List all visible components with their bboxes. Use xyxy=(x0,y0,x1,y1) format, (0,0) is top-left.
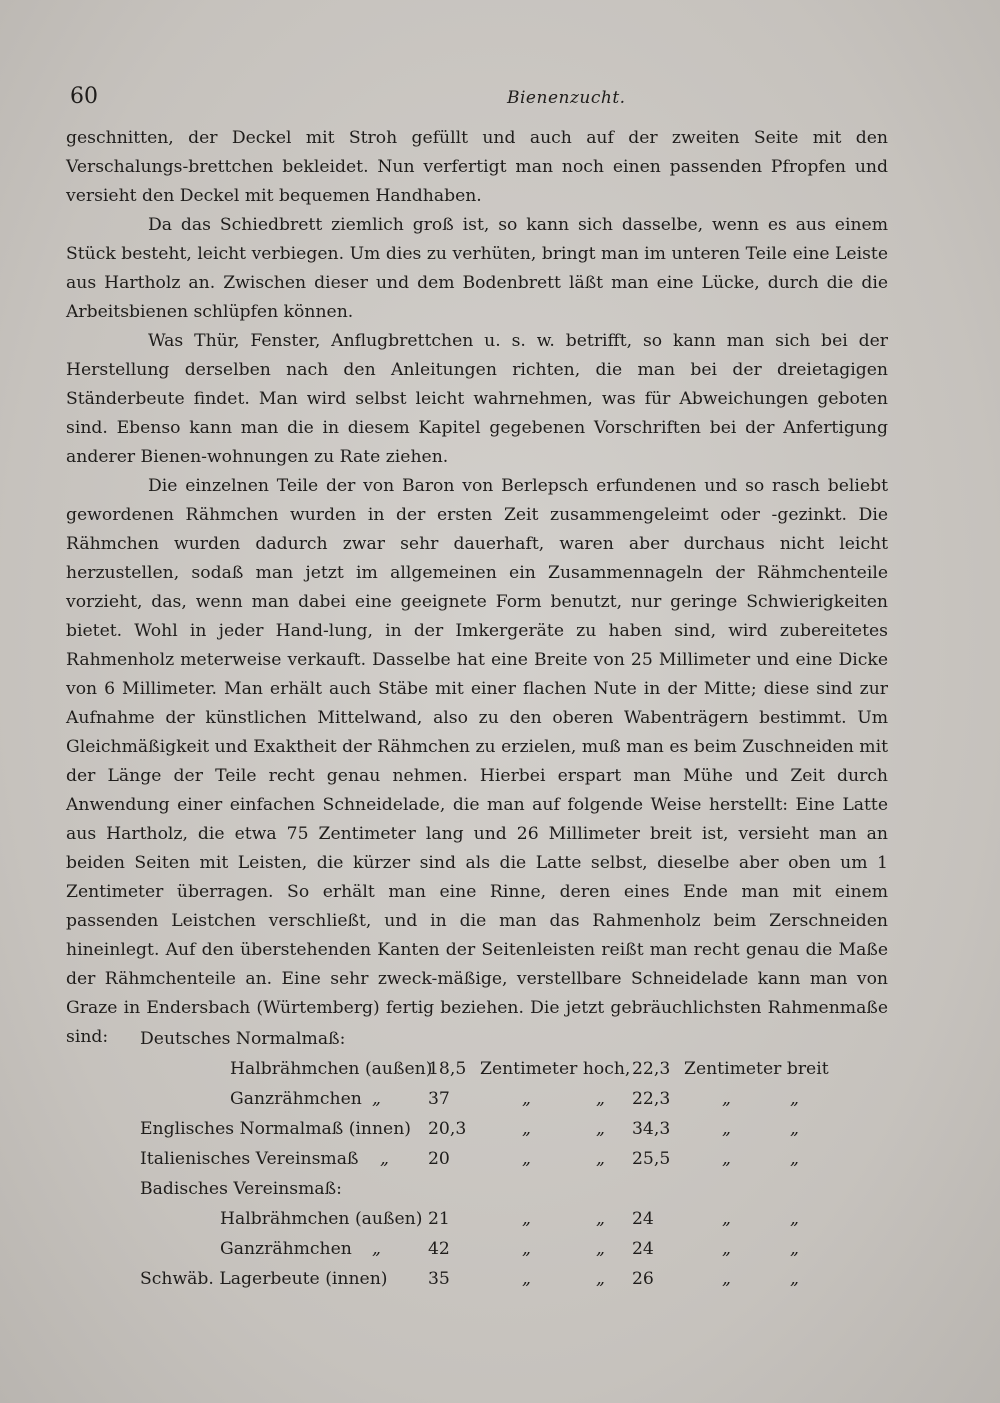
frame-size-table xyxy=(140,1024,860,1294)
ditto-mark: „ xyxy=(522,1089,531,1109)
row-label: Ganzrähmchen xyxy=(230,1089,362,1109)
ditto-mark: „ xyxy=(596,1119,605,1139)
row-label: Ganzrähmchen xyxy=(220,1239,352,1259)
ditto-mark: „ xyxy=(790,1209,799,1229)
width-value: 26 xyxy=(632,1269,654,1289)
ditto-mark: „ xyxy=(380,1149,389,1169)
ditto-mark: „ xyxy=(722,1269,731,1289)
ditto-mark: „ xyxy=(372,1239,381,1259)
page-number: 60 xyxy=(70,84,98,109)
table-row xyxy=(140,1234,860,1264)
paragraph-4: Die einzelnen Teile der von Baron von Berlepsch erfundenen und so rasch beliebt gewordenen Rähmchen wurden in der ersten Zeit zusammengeleimt oder -gezinkt. Die Rähmchen wurden dadurch zwar sehr dauerhaft, waren aber durchaus nicht leicht herzustellen, sodaß man jetzt im allgemeinen ein Zusammennageln der Rähmchenteile vorzieht, das, wenn man dabei eine geeignete Form benutzt, nur geringe Schwierigkeiten bietet. Wohl in jeder Hand-lung, in der Imkergeräte zu haben sind, wird zubereitetes Rahmenholz meterweise verkauft. Dasselbe hat eine Breite von 25 Millimeter und eine Dicke von 6 Millimeter. Man erhält auch Stäbe mit einer flachen Nute in der Mitte; diese sind zur Aufnahme der künstlichen Mittelwand, also zu den oberen Wabenträgern bestimmt. Um Gleichmäßigkeit und Exaktheit der Rähmchen zu erzielen, muß man es beim Zuschneiden mit der Länge der Teile recht genau nehmen. Hierbei erspart man Mühe und Zeit durch Anwendung einer einfachen Schneidelade, die man auf folgende Weise herstellt: Eine Latte aus Hartholz, die etwa 75 Zentimeter lang und 26 Millimeter breit ist, versieht man an beiden Seiten mit Leisten, die kürzer sind als die Latte selbst, dieselbe aber oben um 1 Zentimeter überragen. So erhält man eine Rinne, deren eines Ende man mit einem passenden Leistchen verschließt, und in die man das Rahmenholz beim Zerschneiden hineinlegt. Auf den überstehenden Kanten der Seitenleisten reißt man recht genau die Maße der Rähmchenteile an. Eine sehr zweck-mäßige, verstellbare Schneidelade kann man von Graze in Endersbach (Würtemberg) fertig beziehen. Die jetzt gebräuchlichsten Rahmenmaße sind: xyxy=(66,476,888,1047)
row-label: Englisches Normalmaß (innen) xyxy=(140,1119,412,1139)
ditto-mark: „ xyxy=(522,1119,531,1139)
table-row xyxy=(140,1114,860,1144)
page-header xyxy=(70,84,930,114)
height-value: 20,3 xyxy=(428,1119,467,1139)
width-value: 25,5 xyxy=(632,1149,671,1169)
width-value: 34,3 xyxy=(632,1119,671,1139)
ditto-mark: „ xyxy=(522,1269,531,1289)
width-value: 22,3 xyxy=(632,1089,671,1109)
ditto-mark: „ xyxy=(790,1149,799,1169)
body-text xyxy=(66,124,888,1052)
ditto-mark: „ xyxy=(790,1089,799,1109)
ditto-mark: „ xyxy=(522,1209,531,1229)
ditto-mark: „ xyxy=(522,1239,531,1259)
ditto-mark: „ xyxy=(596,1239,605,1259)
paragraph-1: geschnitten, der Deckel mit Stroh gefüllt und auch auf der zweiten Seite mit den Verschalungs-brettchen bekleidet. Nun verfertigt man noch einen passenden Pfropfen und versieht den Deckel mit bequemen Handhaben. xyxy=(66,128,888,206)
ditto-mark: „ xyxy=(596,1209,605,1229)
running-title: Bienenzucht. xyxy=(507,88,626,108)
ditto-mark: „ xyxy=(722,1149,731,1169)
width-value: 24 xyxy=(632,1209,654,1229)
height-value: 37 xyxy=(428,1089,450,1109)
ditto-mark: „ xyxy=(596,1149,605,1169)
ditto-mark: „ xyxy=(722,1239,731,1259)
ditto-mark: „ xyxy=(522,1149,531,1169)
paragraph-2: Da das Schiedbrett ziemlich groß ist, so kann sich dasselbe, wenn es aus einem Stück besteht, leicht verbiegen. Um dies zu verhüten, bringt man im unteren Teile eine Leiste aus Hartholz an. Zwischen dieser und dem Bodenbrett läßt man eine Lücke, durch die die Arbeitsbienen schlüpfen können. xyxy=(66,215,888,322)
table-section-heading: Deutsches Normalmaß: xyxy=(140,1029,346,1049)
ditto-mark: „ xyxy=(722,1119,731,1139)
row-label: Schwäb. Lagerbeute (innen) xyxy=(140,1269,388,1289)
height-value: 18,5 xyxy=(428,1059,467,1079)
ditto-mark: „ xyxy=(722,1089,731,1109)
paragraph-3: Was Thür, Fenster, Anflugbrettchen u. s. w. betrifft, so kann man sich bei der Herstellung derselben nach den Anleitungen richten, die man bei der dreietagigen Ständerbeute findet. Man wird selbst leicht wahrnehmen, was für Abweichungen geboten sind. Ebenso kann man die in diesem Kapitel gegebenen Vorschriften bei der Anfertigung anderer Bienen-wohnungen zu Rate ziehen. xyxy=(66,331,888,467)
row-label: Halbrähmchen (außen) xyxy=(220,1209,423,1229)
ditto-mark: „ xyxy=(790,1119,799,1139)
height-value: 35 xyxy=(428,1269,450,1289)
table-row xyxy=(140,1084,860,1114)
table-row xyxy=(140,1144,860,1174)
ditto-mark: „ xyxy=(596,1089,605,1109)
height-unit: Zentimeter hoch, xyxy=(480,1059,631,1079)
row-label: Halbrähmchen (außen) xyxy=(230,1059,433,1079)
width-unit: Zentimeter breit xyxy=(684,1059,829,1079)
row-label: Italienisches Vereinsmaß xyxy=(140,1149,359,1169)
width-value: 24 xyxy=(632,1239,654,1259)
ditto-mark: „ xyxy=(372,1089,381,1109)
width-value: 22,3 xyxy=(632,1059,671,1079)
height-value: 20 xyxy=(428,1149,450,1169)
ditto-mark: „ xyxy=(790,1239,799,1259)
ditto-mark: „ xyxy=(790,1269,799,1289)
ditto-mark: „ xyxy=(596,1269,605,1289)
table-row xyxy=(140,1204,860,1234)
ditto-mark: „ xyxy=(722,1209,731,1229)
height-value: 42 xyxy=(428,1239,450,1259)
height-value: 21 xyxy=(428,1209,450,1229)
table-section-heading: Badisches Vereinsmaß: xyxy=(140,1179,342,1199)
table-row xyxy=(140,1054,860,1084)
table-row xyxy=(140,1264,860,1294)
